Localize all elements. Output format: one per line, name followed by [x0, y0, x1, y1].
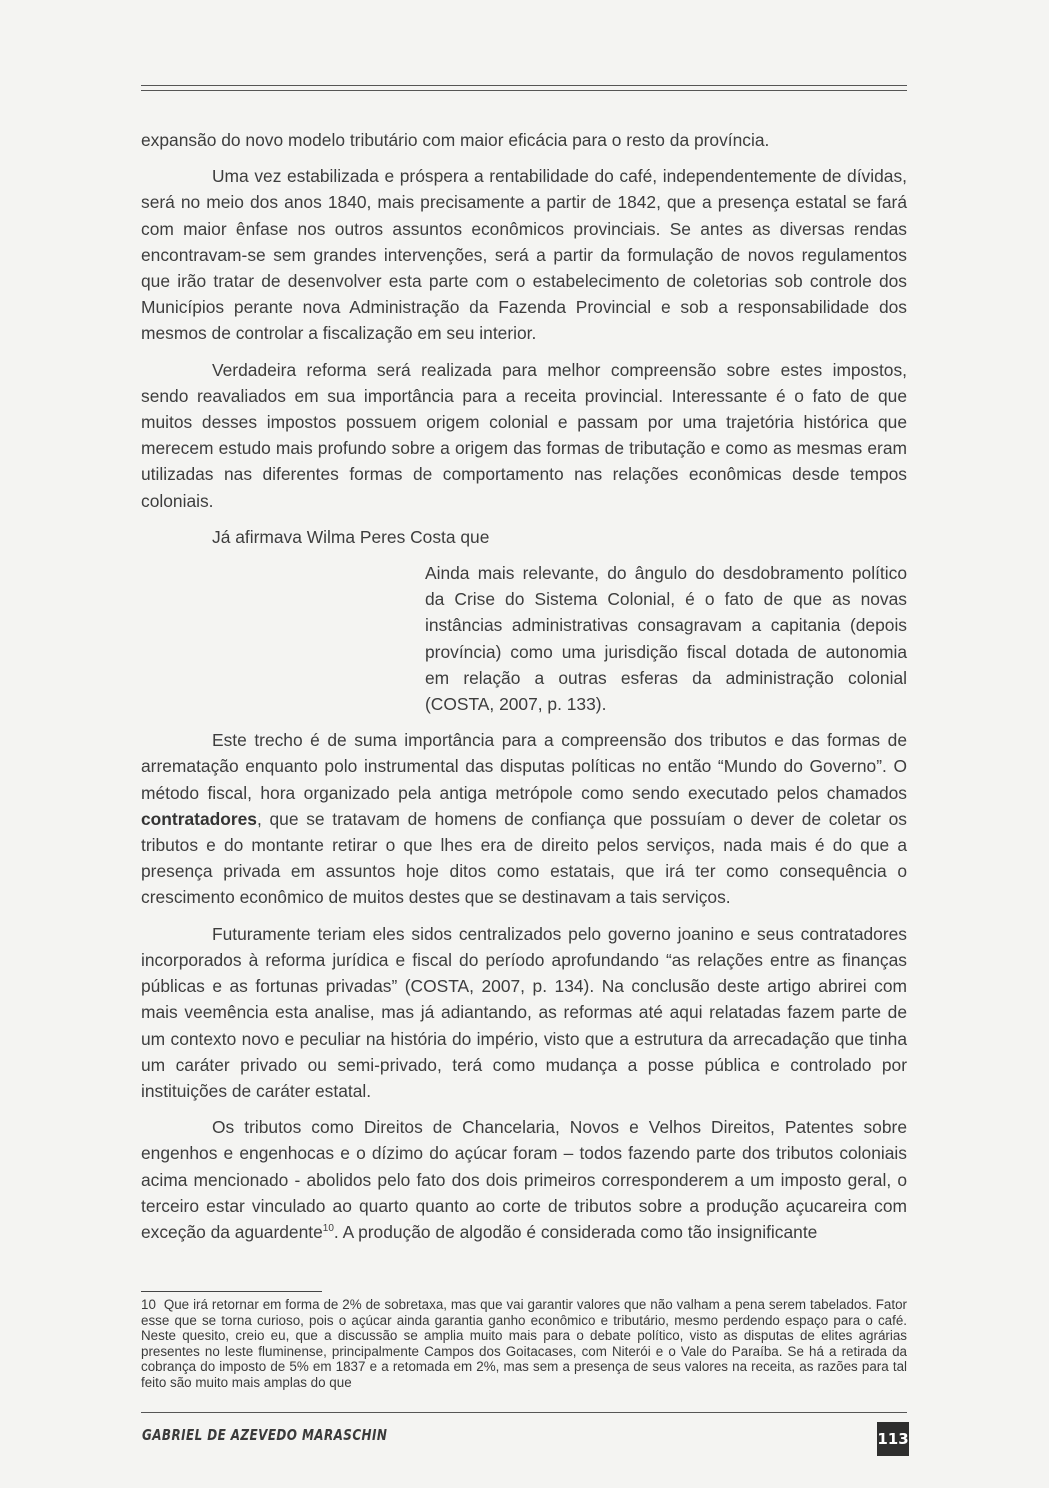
footnote-separator — [141, 1291, 322, 1292]
paragraph-1: expansão do novo modelo tributário com maior eficácia para o resto da província. — [141, 130, 770, 150]
paragraph-5-part-a: Este trecho é de suma importância para a compreensão dos tributos e das formas de arrematação enquanto polo instrumental das disputas políticas no então “Mundo do Governo”. O método fiscal, hora organizado pela antiga metrópole como sendo executado pelos chamados — [141, 730, 907, 803]
footnote-text: Que irá retornar em forma de 2% de sobretaxa, mas que vai garantir valores que não valham a pena serem tabelados. Fator esse que se torna curioso, pois o açúcar ainda garantia ganho econômico e tributário, mesmo perdendo espaço para o café. Neste quesito, creio eu, que a discussão se amplia muito mais para o debate político, visto as disputas de elites agrárias presentes no leste fluminense, principalmente Campos dos Goitacases, com Niterói e o Vale do Paraíba. Se há a retirada da cobrança do imposto de 5% em 1837 e a retomada em 2%, mas sem a presença de seus valores na receita, as razões para tal feito são muito mais amplas do que — [141, 1297, 907, 1390]
page-number-box — [877, 1422, 909, 1456]
paragraph-7-part-b: . A produção de algodão é considerada como tão insignificante — [333, 1221, 818, 1242]
paragraph-6: Futuramente teriam eles sidos centralizados pelo governo joanino e seus contratadores incorporados à reforma jurídica e fiscal do período aprofundando “as relações entre as finanças públicas e as fortunas privadas” (COSTA, 2007, p. 134). Na conclusão deste artigo abrirei com mais veemência esta analise, mas já adiantando, as reformas até aqui relatadas fazem parte de um contexto novo e peculiar na história do império, visto que a estrutura da arrecadação que tinha um caráter privado ou semi-privado, terá como mudança a posse pública e controlado por instituições de caráter estatal. — [141, 923, 907, 1101]
author-name: GABRIEL DE AZEVEDO MARASCHIN — [142, 1426, 388, 1444]
paragraph-3: Verdadeira reforma será realizada para melhor compreensão sobre estes impostos, sendo reavaliados em sua importância para a receita provincial. Interessante é o fato de que muitos desses impostos possuem origem colonial e passam por uma trajetória histórica que merecem estudo mais profundo sobre a origem das formas de tributação e como as mesmas eram utilizadas nas diferentes formas de comportamento nas relações econômicas desde tempos coloniais. — [141, 359, 907, 511]
paragraph-4: Já afirmava Wilma Peres Costa que — [212, 526, 490, 547]
block-quote: Ainda mais relevante, do ângulo do desdobramento político da Crise do Sistema Colonial, é o fato de que as novas instâncias administrativas consagravam a capitania (depois província) como uma jurisdição fiscal dotada de autonomia em relação a outras esferas da administração colonial (COSTA, 2007, p. 133). — [425, 563, 907, 715]
body-text — [141, 127, 907, 1255]
paragraph-5-part-b: , que se tratavam de homens de confiança que possuíam o dever de coletar os tributos e do montante retirar o que lhes era de direito pelos serviços, nada mais é do que a presença privada em assuntos hoje ditos como estatais, que irá ter como consequência o crescimento econômico de muitos destes que se destinavam a tais serviços. — [141, 808, 907, 908]
paragraph-5 — [141, 727, 907, 910]
footnote-number: 10 — [141, 1297, 156, 1312]
footnote-reference: 10 — [322, 1223, 334, 1235]
bold-term: contratadores — [141, 808, 257, 829]
footer-rule — [141, 1412, 907, 1413]
header-rule-top — [141, 85, 907, 86]
footnote — [141, 1297, 907, 1391]
paragraph-7-part-a: Os tributos como Direitos de Chancelaria, Novos e Velhos Direitos, Patentes sobre engenhos e engenhocas e o dízimo do açúcar foram – todos fazendo parte dos tributos coloniais acima mencionado - abolidos pelo fato dos dois primeiros corresponderem a um imposto geral, o terceiro estar vinculado ao quarto quanto ao corte de tributos sobre a produção açucareira com exceção da aguardente — [141, 1117, 907, 1242]
header-rule-bottom — [141, 90, 907, 91]
paragraph-7 — [141, 1114, 907, 1245]
page-number: 113 — [877, 1430, 909, 1448]
paragraph-2: Uma vez estabilizada e próspera a rentabilidade do café, independentemente de dívidas, será no meio dos anos 1840, mais precisamente a partir de 1842, que a presença estatal se fará com maior ênfase nos outros assuntos econômicos provinciais. Se antes as diversas rendas encontravam-se sem grandes intervenções, será a partir da formulação de novos regulamentos que irão tratar de desenvolver esta parte com o estabelecimento de coletorias sob controle dos Municípios perante nova Administração da Fazenda Provincial e sob a responsabilidade dos mesmos de controlar a fiscalização em seu interior. — [141, 166, 907, 344]
